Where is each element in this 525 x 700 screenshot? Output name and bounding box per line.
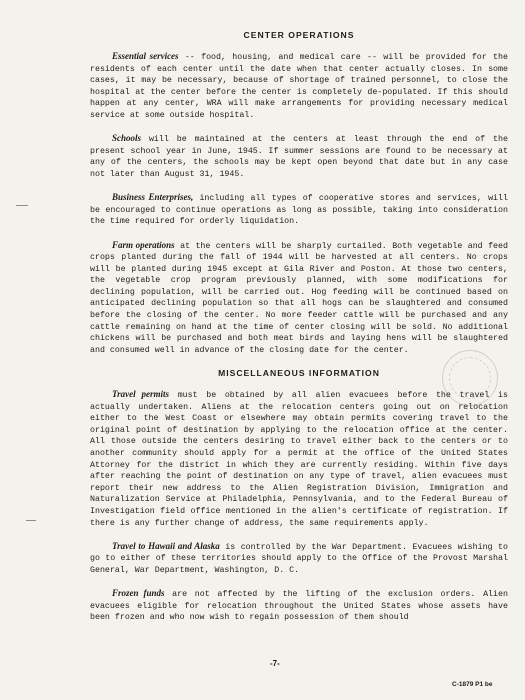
paragraph-text: is controlled by the War Department. Evacuees wishing to go to either of these territories should apply to the Office of the Provost Marshal General, War Department, Washington, D. C. [90, 542, 508, 575]
paragraph-business-enterprises [90, 192, 508, 228]
paragraph-frozen-funds [90, 588, 508, 624]
paragraph-travel-hawaii-alaska [90, 541, 508, 577]
paragraph-text: must be obtained by all alien evacuees before the travel is actually undertaken. Aliens at the relocation centers going out on relocation either to the West Coast or elsewhere may obtain permits covering travel to the original point of destination by applying to the relocation office at the center. All those outside the centers desiring to travel either back to the centers or to another community should apply for a permit at the office of the United States Attorney for the district in which they are currently residing. Within five days after reaching the point of destination on any type of travel, alien evacuees must report their new address to the Alien Registration Division, Immigration and Naturalization Service at Philadelphia, Pennsylvania, and to the Federal Bureau of Investigation field office mentioned in the alien's certificate of registration. If there is any further change of address, the same requirements apply. [90, 391, 508, 528]
margin-mark [16, 205, 28, 206]
section-heading-miscellaneous-information: MISCELLANEOUS INFORMATION [218, 368, 380, 379]
paragraph-schools [90, 133, 508, 180]
paragraph-text: at the centers will be sharply curtailed. Both vegetable and feed crops planted during the fall of 1944 will be harvested at all centers. No crops will be planted during 1945 except at Gila River and Poston. At those two centers, the vegetable crop program previously planned, with some modifications for declining population, will be carried out. Hog feeding will be continued based on anticipated declining population so that all hogs can be slaughtered and consumed before the closing of the center. No more feeder cattle will be purchased and any cattle remaining on hand at the time of center closing will be sold. No additional chickens will be purchased and both meat birds and laying hens will be slaughtered and consumed well in advance of the closing date for the center. [90, 241, 508, 355]
paragraph-text: including all types of cooperative stores and services, will be encouraged to continue operations as long as possible, taking into consideration the time required for orderly liquidation. [90, 194, 508, 227]
page-number: -7- [270, 659, 280, 668]
paragraph-lead: Farm operations [112, 239, 175, 250]
paragraph-text: will be maintained at the centers at least through the end of the present school year in June, 1945. If summer sessions are found to be necessary at any of the centers, the schools may be kept open beyond that date but in any case not later than August 31, 1945. [90, 135, 508, 179]
margin-mark [26, 520, 36, 521]
paragraph-essential-services [90, 51, 508, 122]
document-body [90, 30, 508, 636]
paragraph-text: -- food, housing, and medical care -- will be provided for the residents of each center until the date when that center actually closes. In some cases, it may be necessary, because of shortage of trained personnel, to close the hospital at the center before the center is completely de-populated. If this should happen at any center, WRA will make arrangements for providing necessary medical service at some outside hospital. [90, 53, 508, 120]
paragraph-lead: Essential services [112, 51, 179, 61]
paragraph-lead: Travel permits [112, 389, 170, 400]
paragraph-farm-operations [90, 240, 508, 357]
section-heading-center-operations: CENTER OPERATIONS [243, 30, 355, 40]
paragraph-lead: Frozen funds [112, 588, 165, 599]
paragraph-lead: Business Enterprises, [112, 192, 194, 203]
paragraph-lead: Schools [112, 133, 142, 144]
paragraph-lead: Travel to Hawaii and Alaska [112, 540, 220, 551]
print-code: C-1879 P1 be [452, 681, 493, 688]
paragraph-text: are not affected by the lifting of the exclusion orders. Alien evacuees eligible for relocation throughout the United States whose assets have been frozen and who now wish to regain possession of them should [90, 590, 508, 623]
paragraph-travel-permits [90, 389, 508, 529]
